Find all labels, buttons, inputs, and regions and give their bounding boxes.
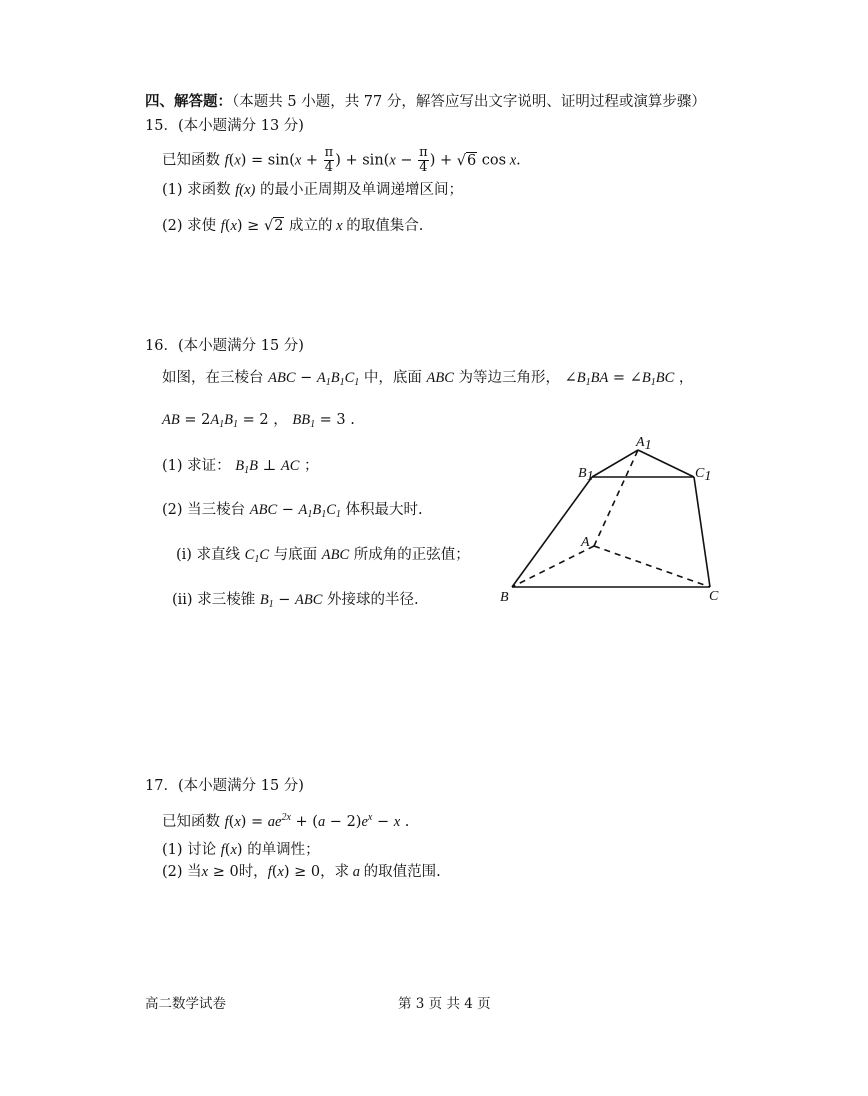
q15-part2-inequality: f	[220, 218, 225, 234]
q16-part1: (1) 求证： $B_1B$ ⊥ AC ；	[162, 458, 319, 476]
q16-part1-text: 求证：	[187, 458, 231, 474]
q16-part2-label: (2)	[162, 502, 183, 518]
q16-part2-text-a: 当三棱台	[187, 502, 246, 518]
q16-part2-ii-text-a: 求三棱锥	[197, 592, 256, 608]
q16-intro: 如图，在三棱台 ABC − $A_1B_1C_1$ 中，底面 ABC 为等边三角形， $\angle B_1BA$ = $\angle B_1BC$ ，	[162, 370, 694, 388]
q17-part1: (1) 讨论 f(x) 的单调性；	[162, 842, 320, 858]
q15-part1-label: (1)	[162, 182, 183, 198]
q16-part2-ii-label: (ii)	[172, 592, 193, 608]
q15-part1-text-b: 的最小正周期及单调递增区间；	[260, 182, 463, 198]
q17-part2: (2) 当x ≥ 0时，f(x) ≥ 0，求 a 的取值范围.	[162, 864, 441, 880]
section-note: （本题共 5 小题，共 77 分，解答应写出文字说明、证明过程或演算步骤）	[232, 94, 706, 110]
q15-header: 15．(本小题满分 13 分)	[145, 118, 304, 134]
label-A1: A1	[636, 435, 652, 453]
edge-A-C	[594, 546, 710, 587]
edge-C-C1	[694, 477, 710, 587]
q16-intro-a: 如图，在三棱台	[162, 370, 264, 386]
frustum-figure	[490, 432, 730, 612]
q16-part2-text-b: 体积最大时.	[345, 502, 423, 518]
q17-header: 17．(本小题满分 15 分)	[145, 778, 304, 794]
q15-part2-text-b: 成立的	[289, 218, 333, 234]
edge-B-B1	[512, 477, 592, 587]
q16-part2-i-label: (i)	[176, 547, 192, 563]
section-header	[145, 92, 706, 112]
q15-part1	[162, 180, 463, 200]
label-C: C	[709, 589, 719, 604]
q15-part2-text-c: 的取值集合.	[346, 218, 424, 234]
footer-title: 高二数学试卷	[145, 996, 226, 1012]
q16-part2-ii-text-b: 外接球的半径.	[327, 592, 419, 608]
footer-page-number: 第 3 页 共 4 页	[398, 996, 491, 1012]
q17-part2-text-b: 时，	[238, 864, 268, 880]
q16-frustum-name: ABC	[268, 370, 296, 386]
q17-part2-text-a: 当	[187, 864, 202, 880]
q17-part1-label: (1)	[162, 842, 183, 858]
q16-part2-i-text-a: 求直线	[196, 547, 241, 563]
q15-part2: (2) 求使 f(x) ≥ √2 成立的 x 的取值集合.	[162, 218, 424, 234]
q16-intro-c: 为等边三角形，	[458, 370, 560, 386]
edge-A-A1	[594, 450, 638, 546]
q16-given-lengths: AB = $2A_1B_1 = 2$ ， $BB_1 = 3$ .	[162, 412, 355, 430]
q17-part2-text-d: 的取值范围.	[363, 864, 441, 880]
q15-part2-label: (2)	[162, 218, 183, 234]
label-C1: C1	[695, 466, 712, 484]
q15-part1-fx: f(x)	[235, 182, 256, 198]
q16-header: 16．(本小题满分 15 分)	[145, 338, 304, 354]
label-B1: B1	[578, 466, 594, 484]
q16-part2-i-text-b: 与底面	[273, 547, 318, 563]
label-A: A	[581, 535, 590, 550]
q17-part1-text-b: 的单调性；	[247, 842, 320, 858]
q15-intro: 已知函数 f(x) = sin(x + $\frac{\pi}{4}$ ) + sin(x − $\frac{\pi}{4}$ ) + √6 cos x.	[162, 145, 521, 175]
label-B: B	[500, 590, 509, 605]
q17-part1-text-a: 讨论	[187, 842, 217, 858]
section-title: 四、解答题：	[145, 93, 232, 110]
q17-part2-label: (2)	[162, 864, 183, 880]
q15-function-formula: f	[224, 152, 229, 169]
q17-part2-text-c: ，求	[320, 864, 350, 880]
edge-A1-C1	[638, 450, 694, 477]
q15-part1-text-a: 求函数	[187, 182, 231, 198]
q17-intro: 已知函数 $f(x) = ae^{2x} + (a - 2)e^x - x$ .	[162, 812, 410, 830]
q15-part2-text-a: 求使	[187, 218, 217, 234]
q16-intro-b: 中，底面	[363, 370, 422, 386]
q16-part2-ii: (ii) 求三棱锥 $B_1$ − ABC 外接球的半径.	[172, 592, 419, 610]
edge-A-B	[512, 546, 594, 587]
q17-intro-text: 已知函数	[162, 814, 220, 830]
q16-part1-label: (1)	[162, 458, 183, 474]
q16-part2-i-text-c: 所成角的正弦值；	[353, 547, 470, 563]
q15-intro-text: 已知函数	[162, 152, 220, 169]
q16-part2-i: (i) 求直线 $C_1C$ 与底面 ABC 所成角的正弦值；	[176, 547, 470, 565]
q16-part2: (2) 当三棱台 ABC − $A_1B_1C_1$ 体积最大时.	[162, 502, 423, 520]
